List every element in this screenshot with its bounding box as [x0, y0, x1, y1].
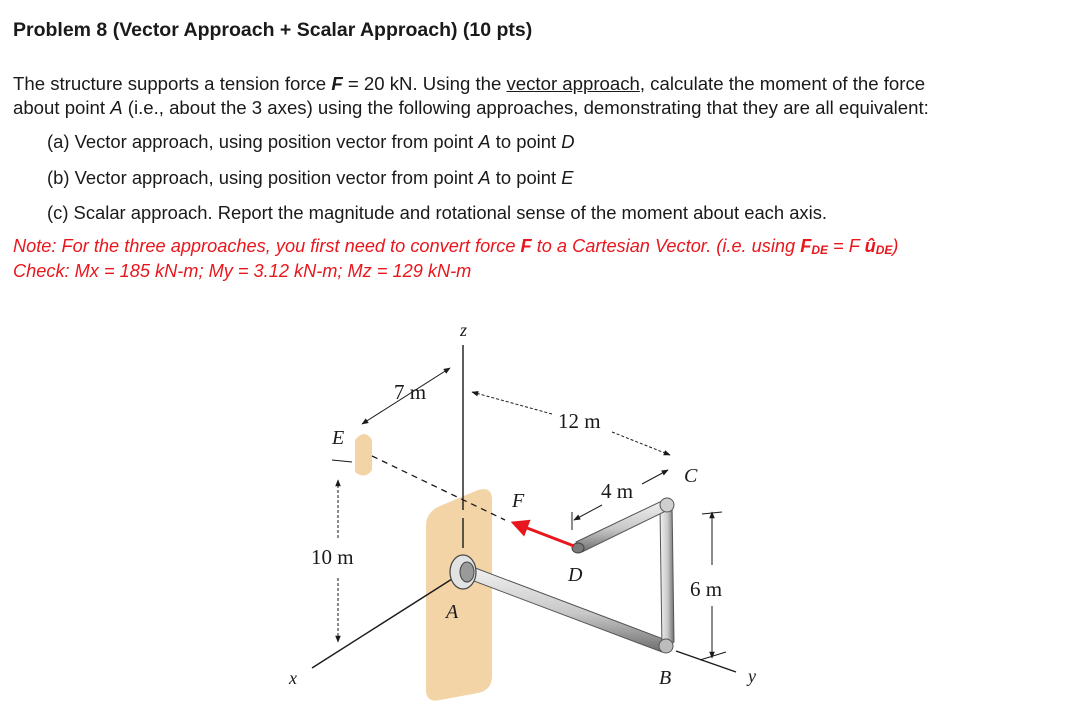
intro-text: = 20 kN. Using the — [342, 73, 507, 94]
problem-title: Problem 8 (Vector Approach + Scalar Approach) (10 pts) — [13, 19, 533, 41]
part-text: (a) Vector approach, using position vector from point — [47, 131, 479, 152]
pipe-CD — [576, 500, 672, 552]
note-subscript: DE — [811, 243, 828, 257]
note-text: = F — [828, 236, 865, 256]
dim-12m-line — [472, 392, 552, 414]
force-arrow — [514, 523, 574, 546]
force-symbol: F — [331, 73, 343, 94]
intro-text: , calculate the moment of the force — [639, 73, 926, 94]
point-label: D — [561, 131, 575, 152]
dim-12m-line-2 — [612, 432, 670, 455]
note-text: Note: For the three approaches, you first need to convert force — [13, 236, 521, 256]
note-fde: F — [800, 236, 812, 256]
check-line: Check: Mx = 185 kN-m; My = 3.12 kN-m; Mz = 129 kN-m — [13, 261, 472, 281]
point-label: E — [561, 167, 574, 188]
bend-B — [659, 639, 673, 653]
dim-10m: 10 m — [311, 545, 354, 569]
dim-12m: 12 m — [558, 409, 601, 433]
intro-text: about point — [13, 97, 111, 118]
dim-4m: 4 m — [601, 479, 634, 503]
dim-6m-tick-bottom — [700, 652, 726, 660]
point-label: A — [478, 167, 491, 188]
part-text: to point — [490, 131, 562, 152]
note-text: to a Cartesian Vector. (i.e. using — [531, 236, 801, 256]
part-text: (c) Scalar approach. Report the magnitude and rotational sense of the moment about each axis. — [47, 202, 828, 223]
pipe-BC — [660, 502, 674, 650]
note-unit-vector: û — [864, 236, 876, 256]
label-A: A — [446, 601, 459, 623]
note-text: ) — [892, 236, 899, 256]
point-label: A — [110, 97, 123, 118]
dim-6m: 6 m — [690, 577, 723, 601]
vector-approach-text: vector approach — [506, 73, 640, 94]
label-B: B — [659, 667, 672, 689]
label-E: E — [332, 427, 345, 449]
y-axis — [676, 651, 736, 672]
note-subscript: DE — [875, 243, 893, 257]
dim-4m-line-2 — [642, 470, 668, 484]
part-text: to point — [490, 167, 562, 188]
part-text: (b) Vector approach, using position vector from point — [47, 167, 479, 188]
note-force: F — [520, 236, 532, 256]
label-C: C — [684, 465, 698, 487]
dim-4m-line — [574, 505, 602, 520]
collar-A-inner — [460, 562, 474, 582]
label-z: z — [460, 320, 468, 340]
pipe-AB — [466, 566, 666, 652]
label-D: D — [568, 564, 583, 586]
intro-text: (i.e., about the 3 axes) using the following approaches, demonstrating that they are all equivalent: — [122, 97, 929, 118]
dim-10m-tick-top — [332, 460, 352, 462]
label-F: F — [512, 490, 525, 512]
intro-text: The structure supports a tension force — [13, 73, 332, 94]
support-plate-E — [355, 434, 372, 476]
label-y: y — [748, 666, 756, 686]
label-x: x — [289, 668, 297, 688]
dim-7m: 7 m — [394, 380, 427, 404]
bend-C — [660, 498, 674, 512]
wall-plate — [426, 489, 492, 700]
point-label: A — [478, 131, 491, 152]
